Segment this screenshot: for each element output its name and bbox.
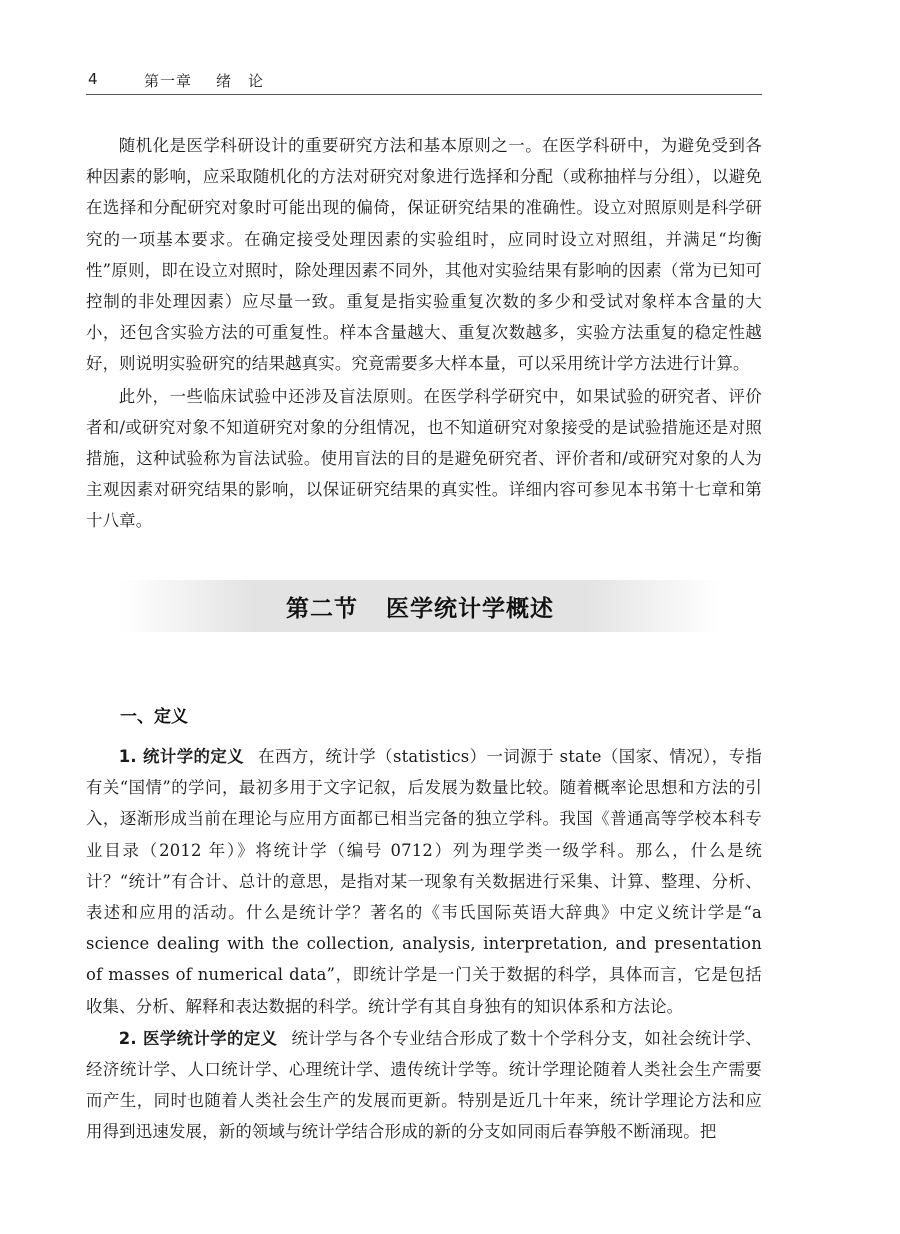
section-title: 医学统计学概述 xyxy=(386,594,554,622)
definition-statistics-text: 在西方，统计学（statistics）一词源于 state（国家、情况），专指有关“国情”的学问，最初多用于文字记叙，后发展为数量比较。随着概率论思想和方法的引入，逐渐形成当前在理论与应用方面都已相当完备的独立学科。我国《普通高等学校本科专业目录（2012 年）》将统计学（编号 0712）列为理学类一级学科。那么，什么是统计？“统计”有合计、总计的意思，是指对某一现象有关数据进行采集、计算、整理、分析、表述和应用的活动。什么是统计学？著名的《韦氏国际英语大辞典》中定义统计学是“a science dealing with the collection, analysis, interpretation, and presentation of masses of numerical data”，即统计学是一门关于数据的科学，具体而言，它是包括收集、分析、解释和表达数据的科学。统计学有其自身独有的知识体系和方法论。 xyxy=(86,747,762,1016)
body-text-top xyxy=(86,130,762,537)
section-heading-band xyxy=(120,580,720,632)
definition-medical-statistics-lead: 2. 医学统计学的定义 xyxy=(118,1028,278,1048)
subsection-heading: 一、定义 xyxy=(120,707,188,727)
section-number: 第二节 xyxy=(286,594,358,622)
section-heading xyxy=(286,590,554,623)
definition-medical-statistics xyxy=(86,1023,762,1148)
chapter-label xyxy=(144,70,264,91)
definition-medical-statistics-text: 统计学与各个专业结合形成了数十个学科分支，如社会统计学、经济统计学、人口统计学、心理统计学、遗传统计学等。统计学理论随着人类社会生产需要而产生，同时也随着人类社会生产的发展而更新。特别是近几十年来，统计学理论方法和应用得到迅速发展，新的领域与统计学结合形成的新的分支如同雨后春笋般不断涌现。把 xyxy=(86,1028,762,1142)
paragraph-randomization: 随机化是医学科研设计的重要研究方法和基本原则之一。在医学科研中，为避免受到各种因素的影响，应采取随机化的方法对研究对象进行选择和分配（或称抽样与分组），以避免在选择和分配研究对象时可能出现的偏倚，保证研究结果的准确性。设立对照原则是科学研究的一项基本要求。在确定接受处理因素的实验组时，应同时设立对照组，并满足“均衡性”原则，即在设立对照时，除处理因素不同外，其他对实验结果有影响的因素（常为已知可控制的非处理因素）应尽量一致。重复是指实验重复次数的多少和受试对象样本含量的大小，还包含实验方法的可重复性。样本含量越大、重复次数越多，实验方法重复的稳定性越好，则说明实验研究的结果越真实。究竟需要多大样本量，可以采用统计学方法进行计算。 xyxy=(86,136,762,374)
definition-statistics xyxy=(86,741,762,1022)
chapter-title: 绪 论 xyxy=(216,72,265,90)
paragraph-blinding: 此外，一些临床试验中还涉及盲法原则。在医学科学研究中，如果试验的研究者、评价者和/或研究对象不知道研究对象的分组情况，也不知道研究对象接受的是试验措施还是对照措施，这种试验称为盲法试验。使用盲法的目的是避免研究者、评价者和/或研究对象的人为主观因素对研究结果的影响，以保证研究结果的真实性。详细内容可参见本书第十七章和第十八章。 xyxy=(86,386,762,531)
definition-statistics-lead: 1. 统计学的定义 xyxy=(118,747,245,766)
body-text-definitions xyxy=(86,741,762,1148)
running-header xyxy=(86,66,762,95)
chapter-number: 第一章 xyxy=(144,72,193,90)
page-number: 4 xyxy=(88,70,98,88)
